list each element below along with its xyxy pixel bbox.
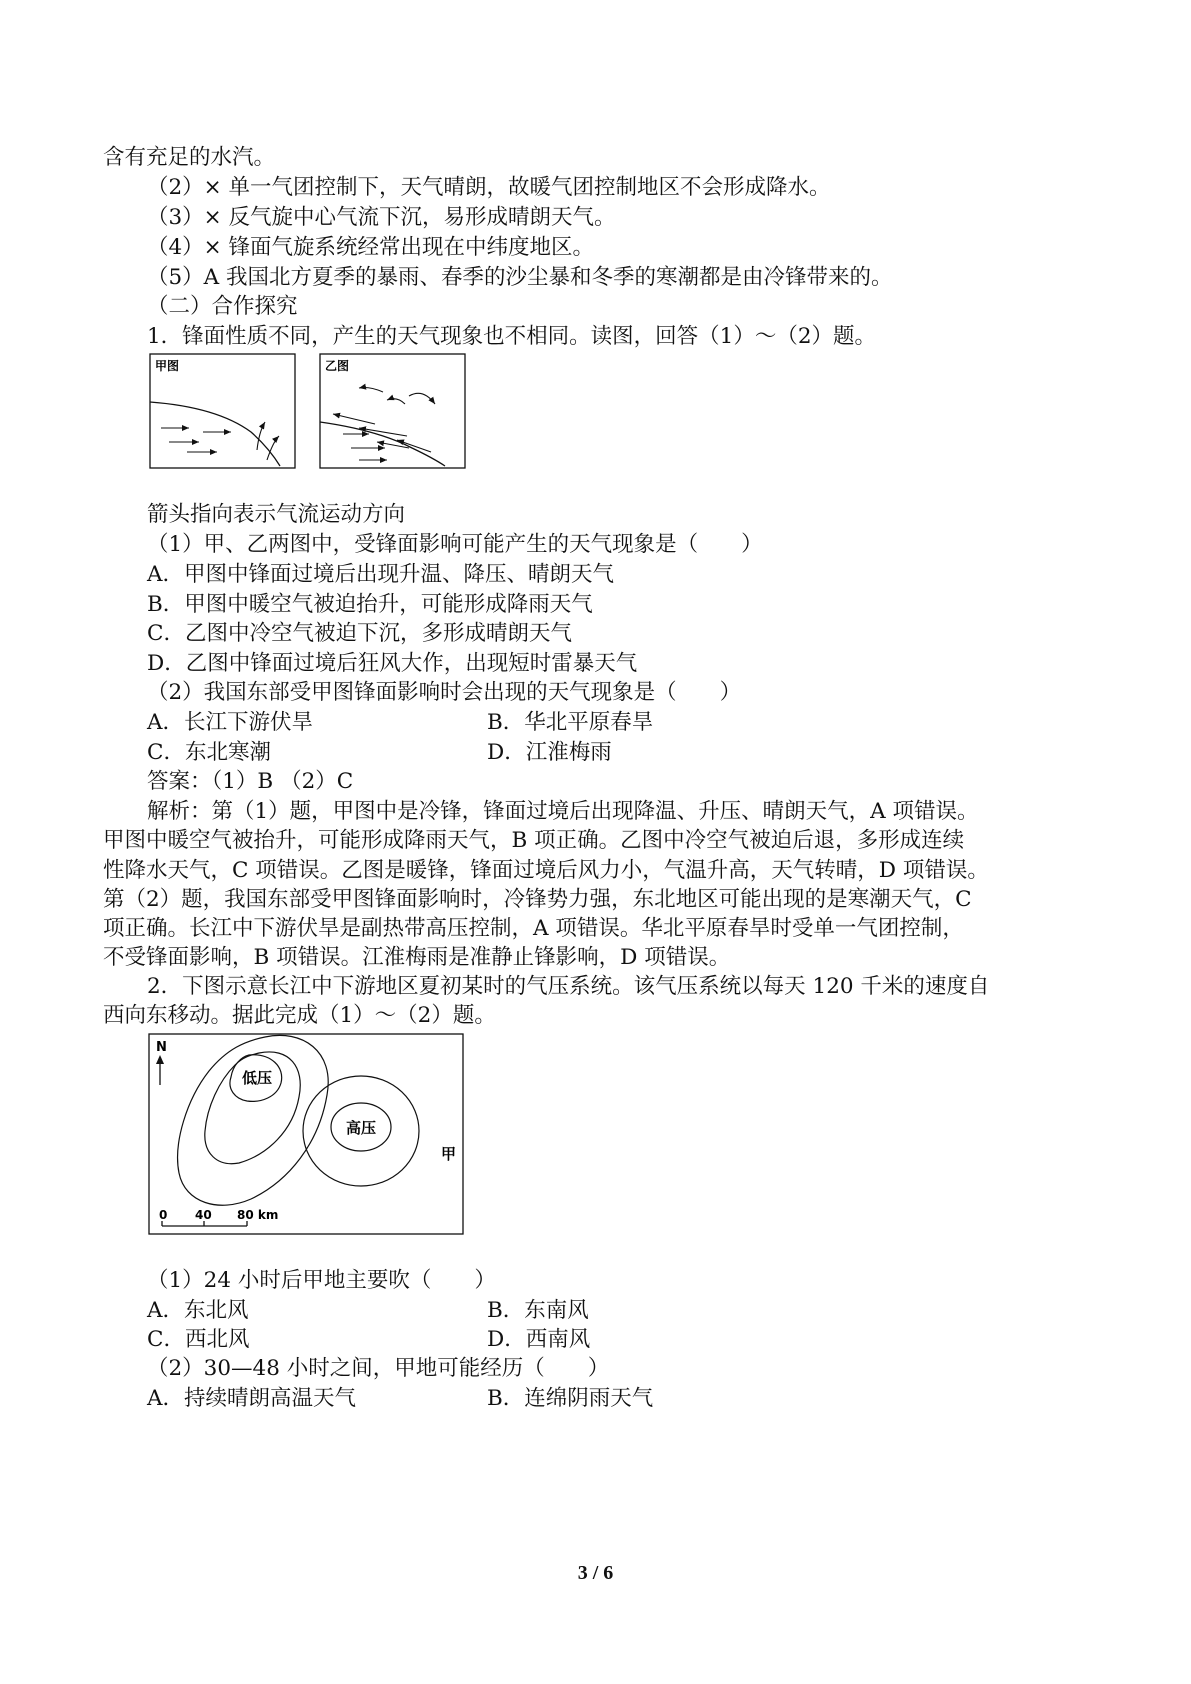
low-isobar-outer [178, 1035, 329, 1205]
option-c: C．西北风 [147, 1327, 250, 1352]
question-1-2: （2）我国东部受甲图锋面影响时会出现的天气现象是（ ） [147, 680, 742, 705]
high-pressure-label: 高压 [345, 1119, 377, 1137]
panel-yi [320, 354, 465, 468]
option-d: D．乙图中锋面过境后狂风大作，出现短时雷暴天气 [147, 651, 638, 676]
answer-3: （3）× 反气旋中心气流下沉，易形成晴朗天气。 [147, 205, 616, 230]
warm-front-line [320, 422, 445, 466]
front-figure-svg [147, 352, 469, 472]
front-figure [147, 352, 469, 472]
analysis-line: 项正确。长江中下游伏旱是副热带高压控制，A 项错误。华北平原春旱时受单一气团控制， [103, 916, 964, 941]
option-b: B．连绵阴雨天气 [487, 1386, 654, 1411]
option-a: A．长江下游伏旱 [147, 710, 314, 735]
answer-4: （4）× 锋面气旋系统经常出现在中纬度地区。 [147, 235, 595, 260]
analysis-line: 第（2）题，我国东部受甲图锋面影响时，冷锋势力强，东北地区可能出现的是寒潮天气，C [103, 887, 972, 912]
option-d: D．江淮梅雨 [487, 740, 612, 765]
option-c: C．东北寒潮 [147, 740, 271, 765]
scale-tick-0: 0 [159, 1208, 168, 1222]
place-label: 甲 [441, 1145, 457, 1163]
option-a: A．持续晴朗高温天气 [147, 1386, 357, 1411]
pressure-map-svg [147, 1033, 467, 1237]
question-1-1: （1）甲、乙两图中，受锋面影响可能产生的天气现象是（ ） [147, 532, 763, 557]
option-b: B．甲图中暖空气被迫抬升，可能形成降雨天气 [147, 592, 593, 617]
analysis-line: 性降水天气，C 项错误。乙图是暖锋，锋面过境后风力小，气温升高，天气转晴，D 项错误。 [103, 858, 989, 883]
panel-jia [150, 354, 295, 468]
panel-yi-label: 乙图 [325, 359, 350, 373]
analysis-line: 解析：第（1）题，甲图中是冷锋，锋面过境后出现降温、升压、晴朗天气，A 项错误。 [147, 799, 979, 824]
analysis-line: 甲图中暖空气被抬升，可能形成降雨天气，B 项正确。乙图中冷空气被迫后退，多形成连续 [103, 828, 965, 853]
scale-tick-40: 40 [195, 1208, 212, 1222]
question-2-stem: 西向东移动。据此完成（1）～（2）题。 [103, 1003, 496, 1028]
figure-caption: 箭头指向表示气流运动方向 [147, 502, 406, 527]
option-b: B．华北平原春旱 [487, 710, 654, 735]
question-2-stem: 2．下图示意长江中下游地区夏初某时的气压系统。该气压系统以每天 120 千米的速度自 [147, 974, 990, 999]
north-arrow [156, 1040, 167, 1085]
scale-tick-80: 80 km [237, 1208, 279, 1222]
analysis-line: 不受锋面影响，B 项错误。江淮梅雨是准静止锋影响，D 项错误。 [103, 945, 731, 970]
question-2-1: （1）24 小时后甲地主要吹（ ） [147, 1268, 496, 1293]
page-number: 3 / 6 [577, 1562, 614, 1584]
pressure-map [147, 1033, 467, 1237]
answer-2: （2）× 单一气团控制下，天气晴朗，故暖气团控制地区不会形成降水。 [147, 175, 831, 200]
low-pressure-label: 低压 [241, 1069, 273, 1087]
option-d: D．西南风 [487, 1327, 591, 1352]
answer-5: （5）A 我国北方夏季的暴雨、春季的沙尘暴和冬季的寒潮都是由冷锋带来的。 [147, 265, 893, 290]
text-line: 含有充足的水汽。 [103, 145, 276, 170]
panel-jia-label: 甲图 [155, 359, 180, 373]
answer-line: 答案：（1）B （2）C [147, 769, 354, 794]
scale-bar [159, 1208, 278, 1226]
question-1-stem: 1．锋面性质不同，产生的天气现象也不相同。读图，回答（1）～（2）题。 [147, 324, 877, 349]
option-b: B．东南风 [487, 1298, 589, 1323]
option-a: A．甲图中锋面过境后出现升温、降压、晴朗天气 [147, 562, 615, 587]
option-c: C．乙图中冷空气被迫下沉，多形成晴朗天气 [147, 621, 572, 646]
option-a: A．东北风 [147, 1298, 249, 1323]
question-2-2: （2）30—48 小时之间，甲地可能经历（ ） [147, 1356, 610, 1381]
north-label: N [156, 1040, 167, 1055]
section-heading: （二）合作探究 [147, 294, 298, 319]
